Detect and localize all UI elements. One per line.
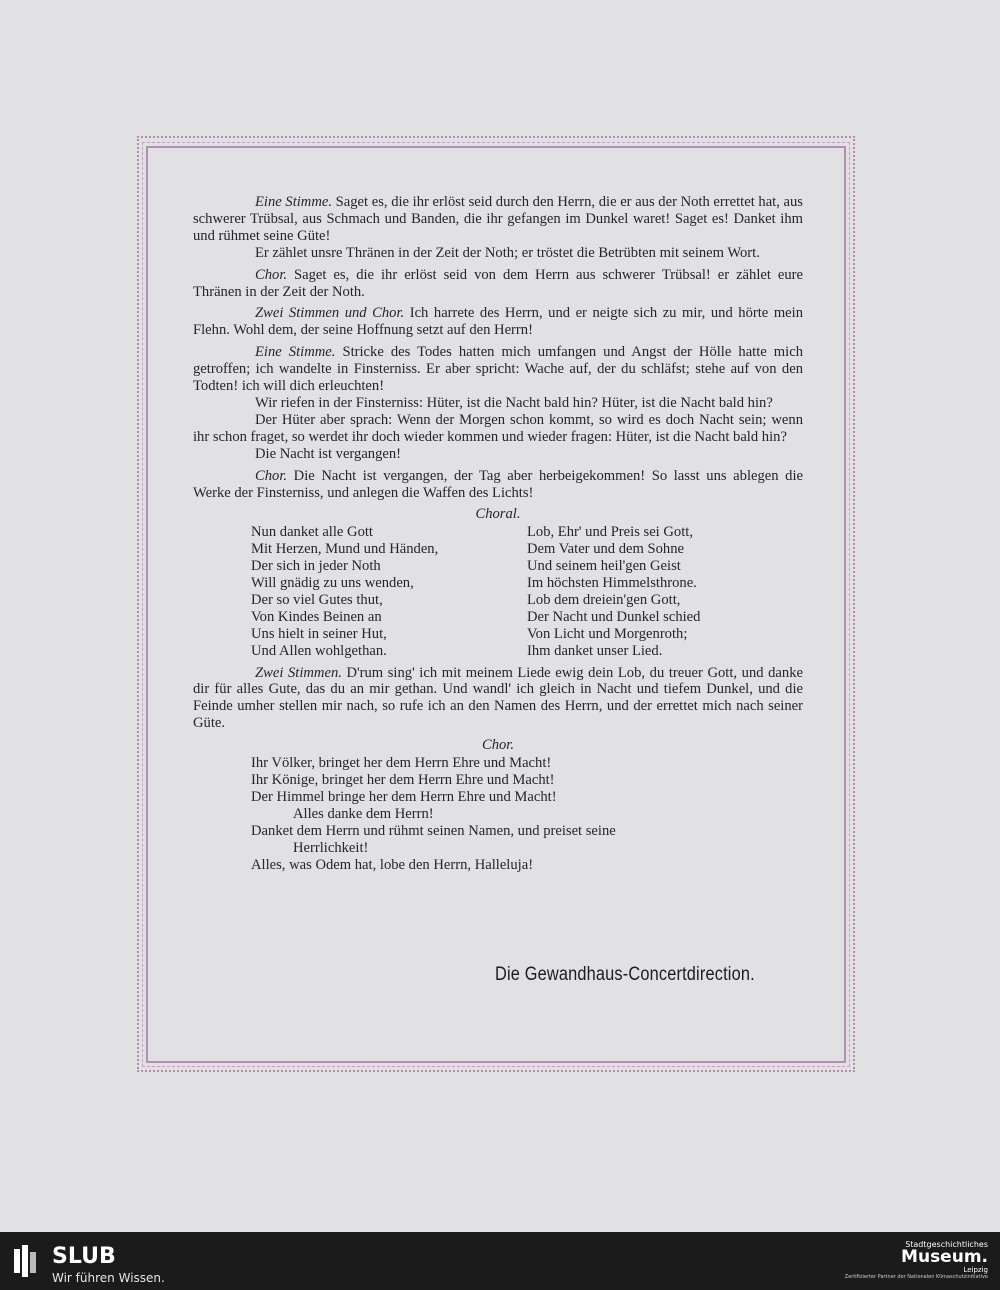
museum-logo: Stadtgeschichtliches Museum. Leipzig Zertifizierter Partner der Nationalen Klimaschutzinitiative	[844, 1240, 988, 1280]
verse-line: Von Licht und Morgenroth;	[527, 625, 688, 642]
verse-line: Alles danke dem Herrn!	[293, 805, 434, 822]
verse-line: Der so viel Gutes thut,	[251, 591, 383, 608]
chor-heading: Chor.	[481, 737, 515, 754]
verse-line: Ihr Völker, bringet her dem Herrn Ehre und Macht!	[251, 755, 552, 772]
choral-right-column	[527, 524, 803, 659]
verse-line: Alles, was Odem hat, lobe den Herrn, Halleluja!	[251, 856, 534, 873]
verse-line: Mit Herzen, Mund und Händen,	[251, 541, 439, 558]
passage: Wir riefen in der Finsterniss: Hüter, ist die Nacht bald hin? Hüter, ist die Nacht bald hin?	[255, 394, 773, 411]
verse-line: Der sich in jeder Noth	[251, 558, 381, 575]
verse-line: Will gnädig zu uns wenden,	[251, 575, 414, 592]
passage: Er zählet unsre Thränen in der Zeit der Noth; er tröstet die Betrübten mit seinem Wort.	[255, 244, 760, 261]
verse-line: Uns hielt in seiner Hut,	[251, 625, 387, 642]
passage: Der Hüter aber sprach: Wenn der Morgen schon kommt, so wird es doch Nacht sein; wenn ihr schon fraget, so werdet ihr doch wieder kommen und wieder fragen: Hüter, ist die Nacht bald hin?	[193, 411, 803, 445]
verse-line: Und seinem heil'gen Geist	[527, 558, 681, 575]
verse-line: Von Kindes Beinen an	[251, 608, 382, 625]
verse-line: Herrlichkeit!	[293, 839, 369, 856]
choral-left-column	[251, 524, 527, 659]
library-name: SLUB	[52, 1244, 116, 1269]
verse-line: Der Nacht und Dunkel schied	[527, 608, 701, 625]
verse-line: Ihm danket unser Lied.	[527, 642, 663, 659]
choral-heading: Choral.	[475, 506, 521, 523]
verse-line: Lob, Ehr' und Preis sei Gott,	[527, 524, 693, 541]
verse-line: Im höchsten Himmelsthrone.	[527, 575, 697, 592]
chor-verses	[251, 755, 803, 873]
verse-line: Lob dem dreiein'gen Gott,	[527, 591, 681, 608]
verse-line: Der Himmel bringe her dem Herrn Ehre und Macht!	[251, 788, 557, 805]
passage: Chor. Die Nacht ist vergangen, der Tag aber herbeigekommen! So lasst uns ablegen die Werke der Finsterniss, und anlegen die Waffen des Lichts!	[193, 467, 803, 501]
passage: Eine Stimme. Stricke des Todes hatten mich umfangen und Angst der Hölle hatte mich getroffen; ich wandelte in Finsterniss. Er aber spricht: Wache auf, der du schläfst; stehe auf von den Todten! ich will dich erleuchten!	[193, 344, 803, 395]
library-tagline: Wir führen Wissen.	[52, 1271, 165, 1285]
slub-logo-icon	[10, 1243, 46, 1279]
passage: Die Nacht ist vergangen!	[255, 445, 402, 462]
verse-line: Und Allen wohlgethan.	[251, 642, 387, 659]
passage: Eine Stimme. Saget es, die ihr erlöst seid durch den Herrn, die er aus der Noth errettet hat, aus schwerer Trübsal, aus Schmach und Banden, die ihr gefangen im Dunkel waret! Saget es! Danket ihm und rühmet seine Güte!	[193, 194, 803, 244]
verse-line: Ihr Könige, bringet her dem Herrn Ehre und Macht!	[251, 772, 555, 788]
passage: Zwei Stimmen und Chor. Ich harrete des Herrn, und er neigte sich zu mir, und hörte mein Flehn. Wohl dem, der seine Hoffnung setzt auf den Herrn!	[193, 305, 803, 339]
signature: Die Gewandhaus-Concertdirection.	[495, 964, 755, 985]
passage: Zwei Stimmen. D'rum sing' ich mit meinem Liede ewig dein Lob, du treuer Gott, und danke dir für alles Gute, das du an mir gethan. Und wandl' ich gleich in Nacht und tiefem Dunkel, und die Feinde umher stellen mir nach, so rufe ich an den Namen des Herrn, und der errettet mich nach seiner Güte.	[193, 664, 803, 732]
passage: Chor. Saget es, die ihr erlöst seid von dem Herrn aus schwerer Trübsal! er zählet eure Thränen in der Zeit der Noth.	[193, 266, 803, 300]
choral-verses	[251, 524, 803, 659]
verse-line: Nun danket alle Gott	[251, 524, 373, 541]
verse-line: Danket dem Herrn und rühmt seinen Namen, und preiset seine	[251, 822, 616, 839]
verse-line: Dem Vater und dem Sohne	[527, 541, 684, 558]
text-body	[193, 194, 803, 873]
